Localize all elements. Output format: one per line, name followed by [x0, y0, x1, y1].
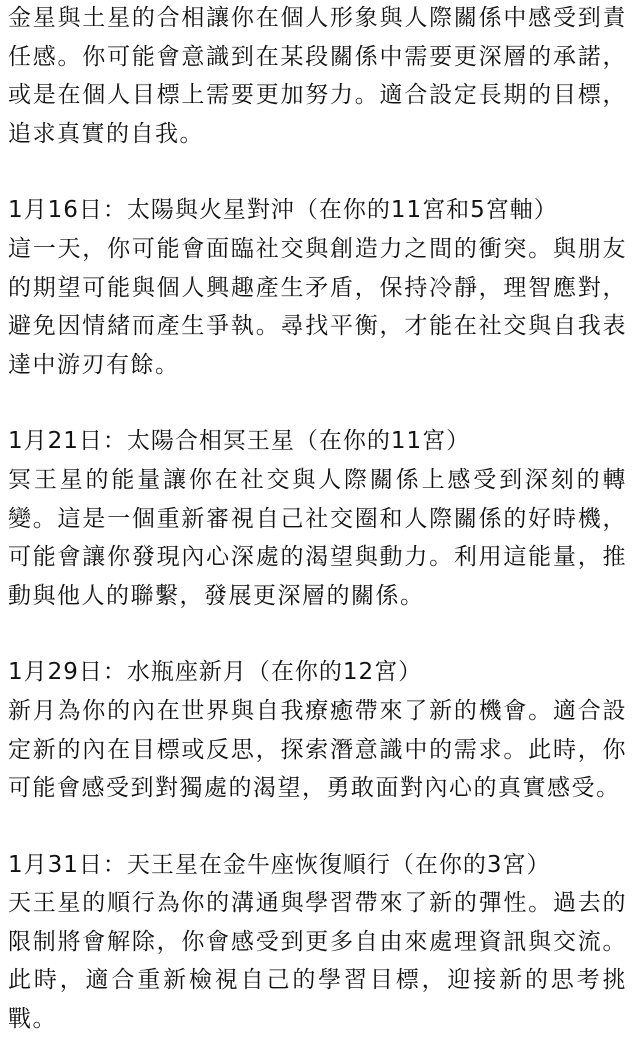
event-block-jan16 — [8, 191, 627, 384]
event-body: 這一天，你可能會面臨社交與創造力之間的衝突。與朋友的期望可能與個人興趣產生矛盾，保持冷靜，理智應對，避免因情緒而產生爭執。尋找平衡，才能在社交與自我表達中游刃有餘。 — [8, 235, 627, 378]
event-body: 新月為你的內在世界與自我療癒帶來了新的機會。適合設定新的內在目標或反思，探索潛意識中的需求。此時，你可能會感受到對獨處的渴望，勇敢面對內心的真實感受。 — [8, 697, 627, 802]
spacer — [8, 384, 627, 422]
event-block-jan31 — [8, 846, 627, 1039]
event-heading: 1月29日：水瓶座新月（在你的12宮） — [8, 659, 423, 686]
spacer — [8, 153, 627, 191]
event-body: 冥王星的能量讓你在社交與人際關係上感受到深刻的轉變。這是一個重新審視自己社交圈和人際關係的好時機，可能會讓你發現內心深處的渴望與動力。利用這能量，推動與他人的聯繫，發展更深層的關係。 — [8, 466, 627, 609]
intro-paragraph: 金星與土星的合相讓你在個人形象與人際關係中感受到責任感。你可能會意識到在某段關係中需要更深層的承諾，或是在個人目標上需要更加努力。適合設定長期的目標，追求真實的自我。 — [8, 5, 627, 147]
event-block-jan29 — [8, 653, 627, 807]
event-heading: 1月16日：太陽與火星對沖（在你的11宮和5宮軸） — [8, 197, 558, 224]
event-body: 天王星的順行為你的溝通與學習帶來了新的彈性。過去的限制將會解除，你會感受到更多自由來處理資訊與交流。此時，適合重新檢視自己的學習目標，迎接新的思考挑戰。 — [8, 890, 627, 1033]
spacer — [8, 615, 627, 653]
event-heading: 1月21日：太陽合相冥王星（在你的11宮） — [8, 428, 471, 455]
spacer — [8, 808, 627, 846]
event-heading: 1月31日：天王星在金牛座恢復順行（在你的3宮） — [8, 851, 551, 878]
event-block-jan21 — [8, 422, 627, 615]
